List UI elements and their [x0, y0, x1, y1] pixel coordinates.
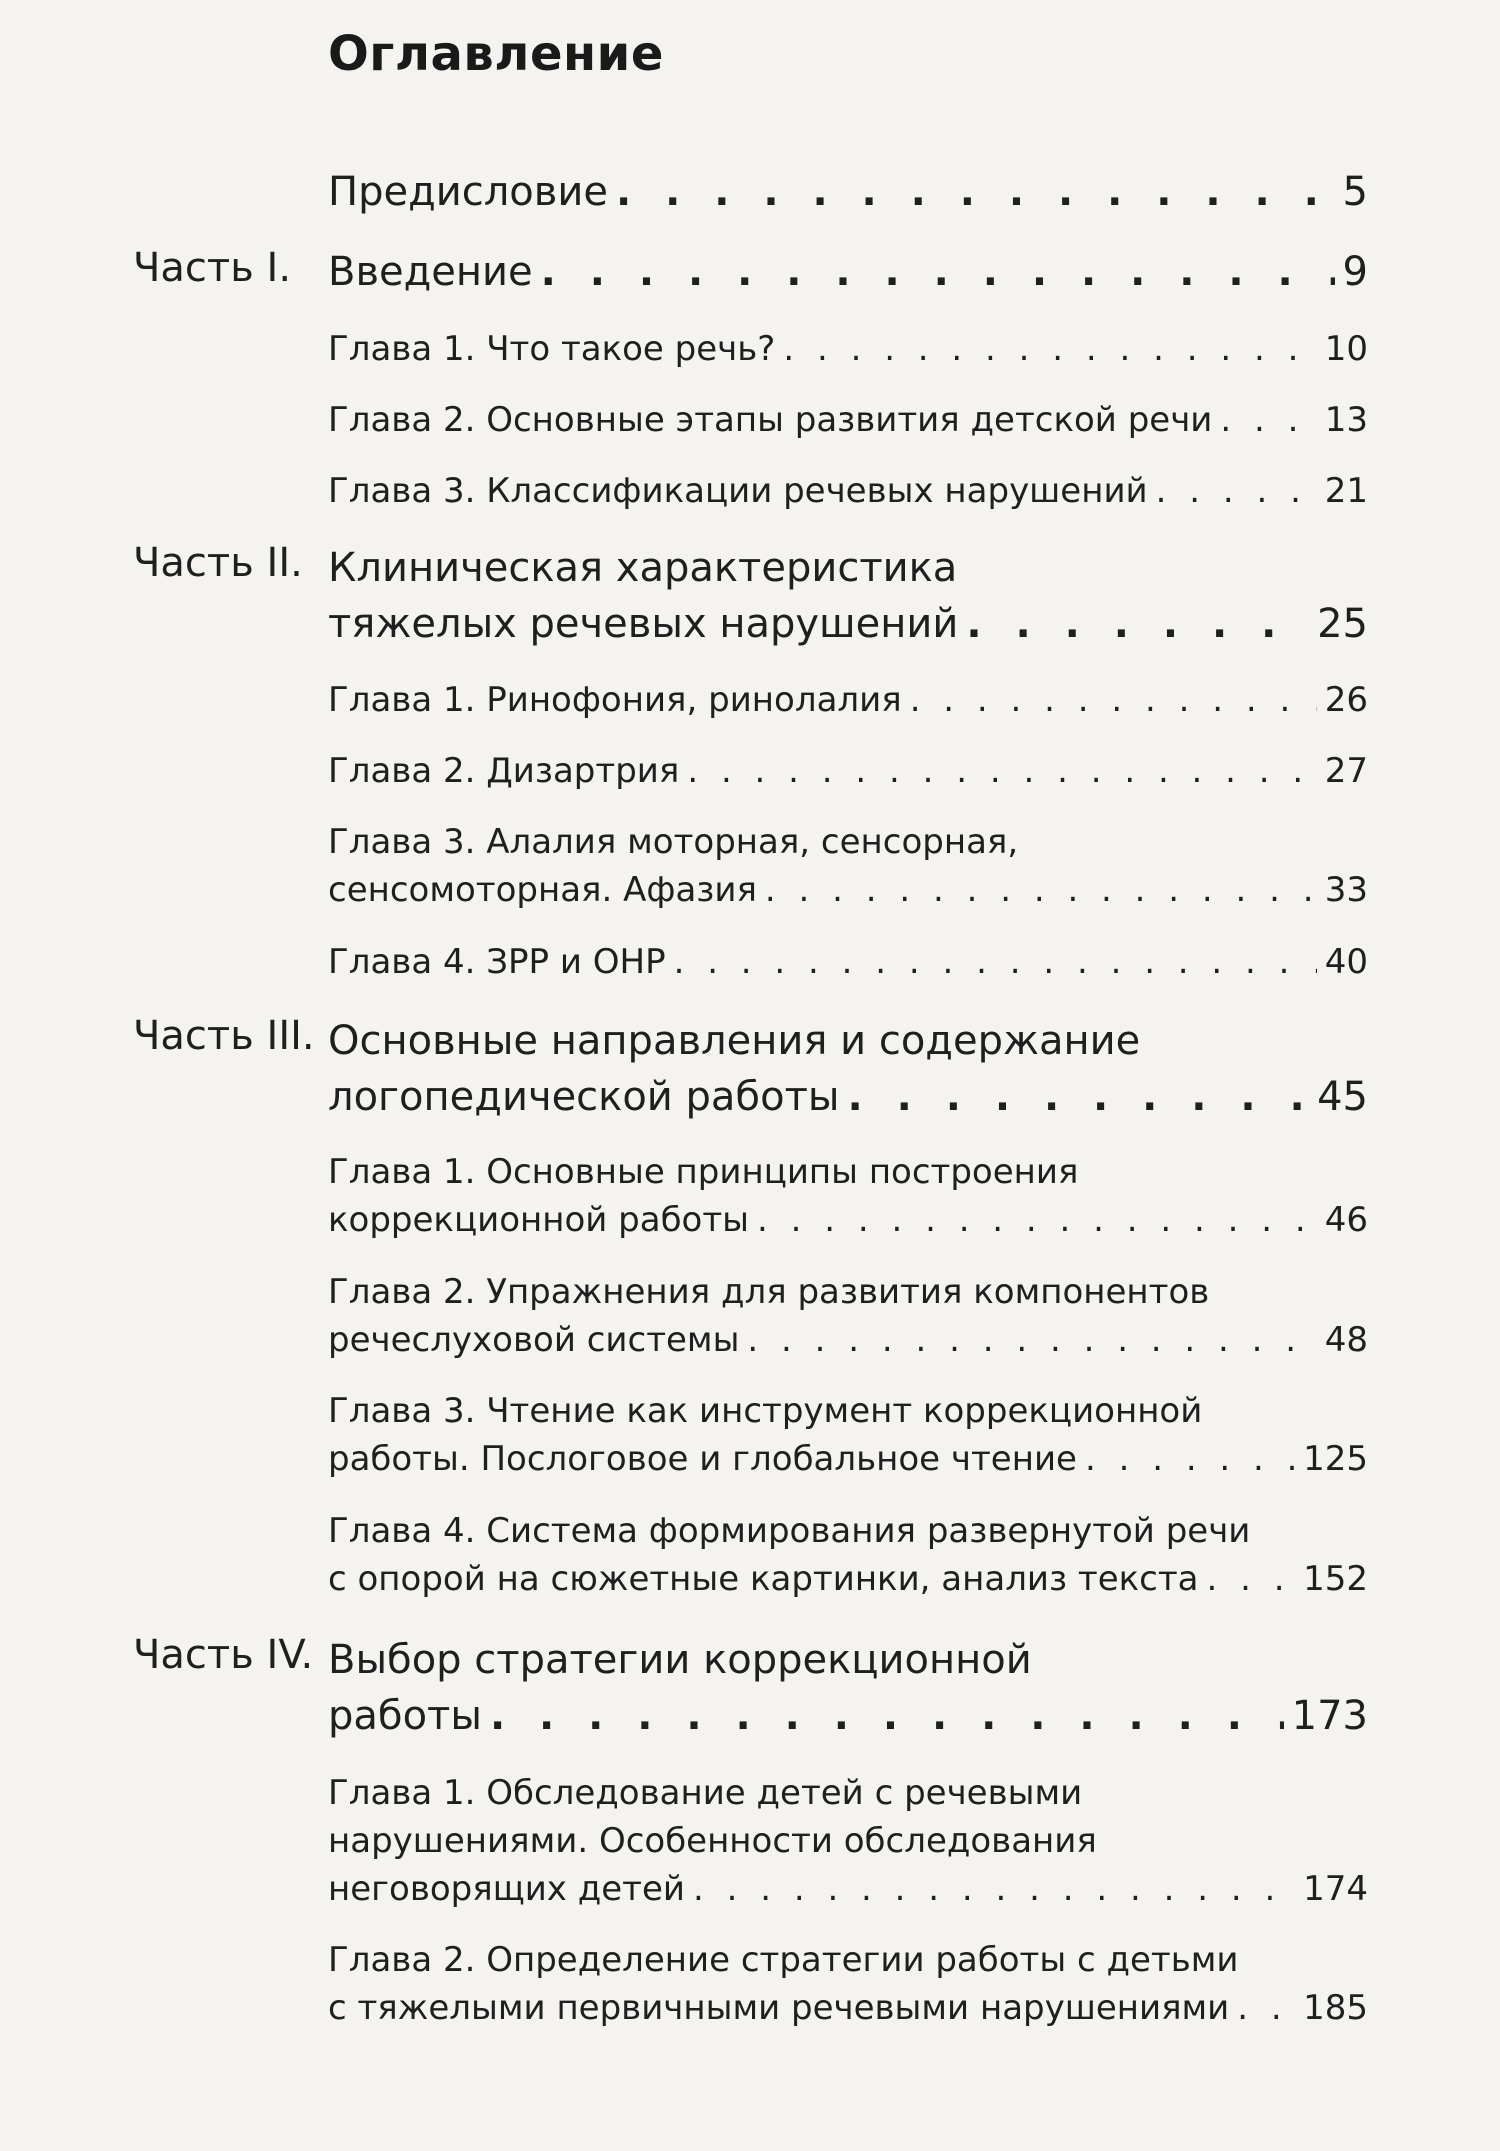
- dot-leader: [765, 866, 1317, 914]
- dot-leader: [541, 244, 1335, 300]
- dot-leader: [966, 596, 1309, 652]
- entry-title: речеслуховой системы: [328, 1320, 740, 1360]
- entry-title: Глава 1. Ринофония, ринолалия: [328, 680, 902, 720]
- entry-title: тяжелых речевых нарушений: [328, 601, 959, 647]
- dot-leader: [693, 1865, 1295, 1913]
- dot-leader: [1085, 1435, 1295, 1483]
- dot-leader: [1207, 1555, 1296, 1603]
- part-label: Часть II.: [133, 540, 303, 586]
- page-number: 125: [1303, 1439, 1368, 1479]
- dot-leader: [687, 747, 1316, 795]
- page-number: 40: [1324, 942, 1368, 982]
- toc-entry-part-3[interactable]: [328, 1013, 1368, 1125]
- entry-title: работы: [328, 1693, 482, 1739]
- page-number: 173: [1291, 1693, 1368, 1739]
- part-label: Часть I.: [133, 245, 292, 291]
- page-number: 48: [1324, 1320, 1368, 1360]
- part-label: Часть IV.: [133, 1632, 314, 1678]
- toc-entry-chapter[interactable]: [328, 676, 1368, 724]
- entry-title: Глава 1. Что такое речь?: [328, 329, 776, 369]
- entry-title: коррекционной работы: [328, 1200, 749, 1240]
- page-number: 174: [1303, 1869, 1368, 1909]
- entry-title: Глава 2. Основные этапы развития детской речи: [328, 400, 1213, 440]
- entry-title: Глава 1. Обследование детей с речевыми: [328, 1773, 1083, 1813]
- entry-title: Глава 4. Система формирования развернутой речи: [328, 1511, 1251, 1551]
- dot-leader: [1156, 467, 1317, 515]
- page-number: 33: [1324, 870, 1368, 910]
- page-number: 10: [1324, 329, 1368, 369]
- toc-entry-part-1[interactable]: [328, 244, 1368, 300]
- page-number: 152: [1303, 1559, 1368, 1599]
- entry-title: Выбор стратегии коррекционной: [328, 1637, 1032, 1683]
- toc-entry-chapter[interactable]: [328, 1769, 1368, 1913]
- dot-leader: [783, 325, 1316, 373]
- entry-title: сенсомоторная. Афазия: [328, 870, 757, 910]
- page-number: 21: [1324, 471, 1368, 511]
- entry-title: Глава 4. ЗРР и ОНР: [328, 942, 666, 982]
- entry-title: Глава 2. Определение стратегии работы с детьми: [328, 1940, 1239, 1980]
- page-number: 13: [1324, 400, 1368, 440]
- page-number: 46: [1324, 1200, 1368, 1240]
- entry-title: неговорящих детей: [328, 1869, 685, 1909]
- entry-title: Клиническая характеристика: [328, 545, 958, 591]
- entry-title: с опорой на сюжетные картинки, анализ текста: [328, 1559, 1199, 1599]
- dot-leader: [757, 1196, 1317, 1244]
- toc-entry-chapter[interactable]: [328, 1936, 1368, 2032]
- page-number: 26: [1324, 680, 1368, 720]
- page-title: Оглавление: [328, 26, 664, 82]
- toc-entry-chapter[interactable]: [328, 325, 1368, 373]
- entry-title: логопедической работы: [328, 1074, 840, 1120]
- page-number: 45: [1317, 1074, 1368, 1120]
- page-number: 27: [1324, 751, 1368, 791]
- toc-entry-chapter[interactable]: [328, 1507, 1368, 1603]
- dot-leader: [490, 1688, 1284, 1744]
- page-number: 5: [1342, 169, 1368, 215]
- toc-entry-chapter[interactable]: [328, 818, 1368, 914]
- toc-entry-chapter[interactable]: [328, 938, 1368, 986]
- entry-title: Основные направления и содержание: [328, 1018, 1141, 1064]
- toc-entry-chapter[interactable]: [328, 1148, 1368, 1244]
- toc-entry-part-4[interactable]: [328, 1632, 1368, 1744]
- dot-leader: [1220, 396, 1316, 444]
- dot-leader: [847, 1069, 1309, 1125]
- entry-title: Введение: [328, 249, 533, 295]
- toc-entry-chapter[interactable]: [328, 396, 1368, 444]
- entry-title: Глава 2. Упражнения для развития компонентов: [328, 1272, 1210, 1312]
- toc-entry-chapter[interactable]: [328, 467, 1368, 515]
- part-label: Часть III.: [133, 1013, 315, 1059]
- entry-title: работы. Послоговое и глобальное чтение: [328, 1439, 1077, 1479]
- toc-entry-chapter[interactable]: [328, 747, 1368, 795]
- toc-entry-chapter[interactable]: [328, 1387, 1368, 1483]
- entry-title: Глава 3. Чтение как инструмент коррекционной: [328, 1391, 1203, 1431]
- dot-leader: [747, 1316, 1316, 1364]
- entry-title: Глава 3. Классификации речевых нарушений: [328, 471, 1148, 511]
- entry-title: Глава 2. Дизартрия: [328, 751, 680, 791]
- toc-entry-chapter[interactable]: [328, 1268, 1368, 1364]
- dot-leader: [1237, 1984, 1295, 2032]
- page-number: 9: [1342, 249, 1368, 295]
- toc-entry-part-2[interactable]: [328, 540, 1368, 652]
- entry-title: Предисловие: [328, 169, 608, 215]
- entry-title: с тяжелыми первичными речевыми нарушениями: [328, 1988, 1230, 2028]
- page-number: 185: [1303, 1988, 1368, 2028]
- toc-entry-preface[interactable]: [328, 164, 1368, 220]
- entry-title: нарушениями. Особенности обследования: [328, 1821, 1097, 1861]
- dot-leader: [910, 676, 1317, 724]
- entry-title: Глава 1. Основные принципы построения: [328, 1152, 1079, 1192]
- dot-leader: [674, 938, 1317, 986]
- entry-title: Глава 3. Алалия моторная, сенсорная,: [328, 822, 1019, 862]
- page-number: 25: [1317, 601, 1368, 647]
- dot-leader: [616, 164, 1335, 220]
